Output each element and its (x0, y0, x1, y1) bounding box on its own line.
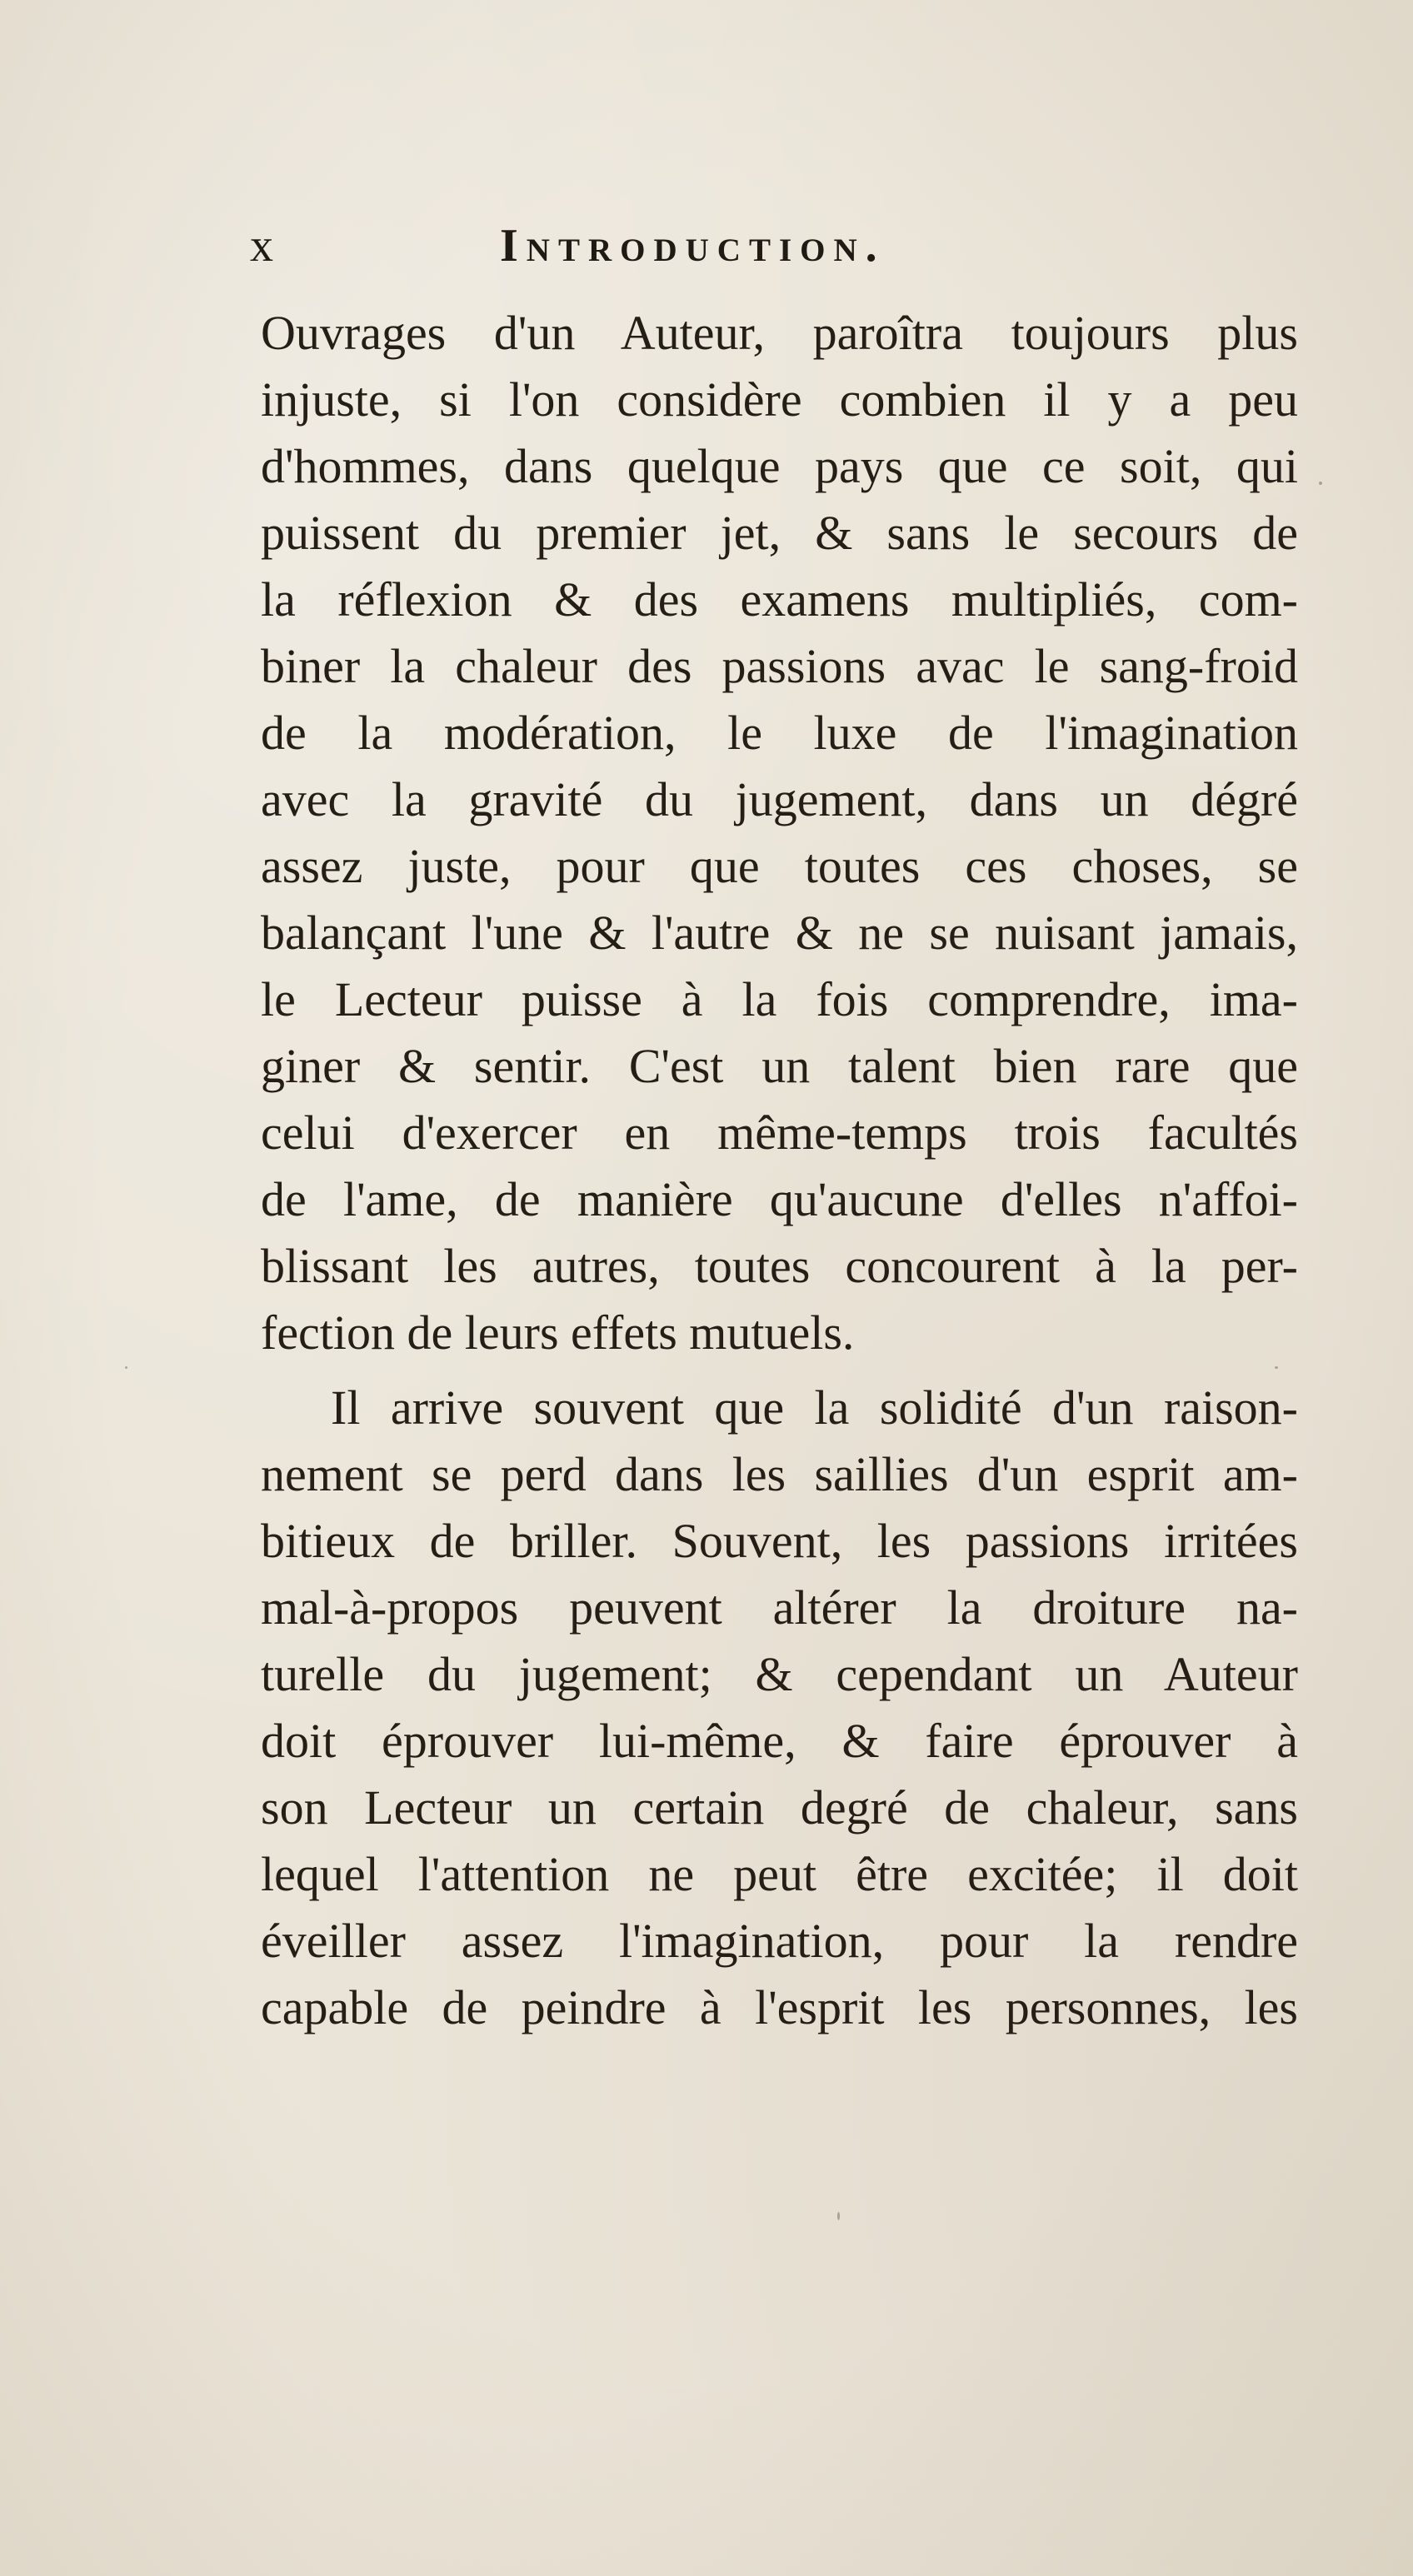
text-line: balançant l'une & l'autre & ne se nuisant jamais, (261, 906, 1298, 960)
text-line: doit éprouver lui-même, & faire éprouver à (261, 1714, 1298, 1768)
paper-speck (1275, 1366, 1278, 1369)
text-line: son Lecteur un certain degré de chaleur, sans (261, 1780, 1298, 1835)
text-line: blissant les autres, toutes concourent à la per- (261, 1239, 1298, 1293)
text-line: capable de peindre à l'esprit les personnes, les (261, 1980, 1298, 2034)
text-line: celui d'exercer en même-temps trois facultés (261, 1106, 1298, 1160)
text-line: éveiller assez l'imagination, pour la rendre (261, 1914, 1298, 1968)
text-line: fection de leurs effets mutuels. (261, 1305, 855, 1360)
body-text (261, 300, 1298, 2041)
paragraph-2 (261, 1375, 1298, 2041)
text-line: de l'ame, de manière qu'aucune d'elles n'affoi- (261, 1172, 1298, 1226)
paper-speck (125, 1366, 127, 1369)
text-line: turelle du jugement; & cependant un Auteur (261, 1647, 1298, 1701)
text-line: nement se perd dans les saillies d'un esprit am- (261, 1447, 1298, 1501)
paragraph-gap (261, 1366, 1298, 1375)
running-title: Introduction. (500, 220, 886, 272)
text-line: assez juste, pour que toutes ces choses, se (261, 839, 1298, 893)
paper-speck (837, 2212, 840, 2220)
text-line: lequel l'attention ne peut être excitée; il doit (261, 1847, 1298, 1901)
text-line: biner la chaleur des passions avac le sang-froid (261, 639, 1298, 693)
text-line: bitieux de briller. Souvent, les passions irritées (261, 1514, 1298, 1568)
running-head (250, 212, 1163, 279)
text-line: Il arrive souvent que la solidité d'un raison- (331, 1380, 1298, 1435)
text-line: d'hommes, dans quelque pays que ce soit, qui (261, 439, 1298, 493)
text-line: mal-à-propos peuvent altérer la droiture na- (261, 1580, 1298, 1635)
text-line: avec la gravité du jugement, dans un dégré (261, 772, 1298, 826)
text-line: puissent du premier jet, & sans le secours de (261, 506, 1298, 560)
text-line: giner & sentir. C'est un talent bien rare que (261, 1039, 1298, 1093)
text-line: la réflexion & des examens multipliés, com- (261, 572, 1298, 627)
text-line: Ouvrages d'un Auteur, paroîtra toujours plus (261, 306, 1298, 360)
page-number: x (250, 220, 273, 272)
text-line: injuste, si l'on considère combien il y a peu (261, 372, 1298, 427)
text-line: de la modération, le luxe de l'imagination (261, 706, 1298, 760)
paragraph-1 (261, 300, 1298, 1366)
paper-speck (1319, 482, 1322, 485)
text-line: le Lecteur puisse à la fois comprendre, ima- (261, 972, 1298, 1026)
